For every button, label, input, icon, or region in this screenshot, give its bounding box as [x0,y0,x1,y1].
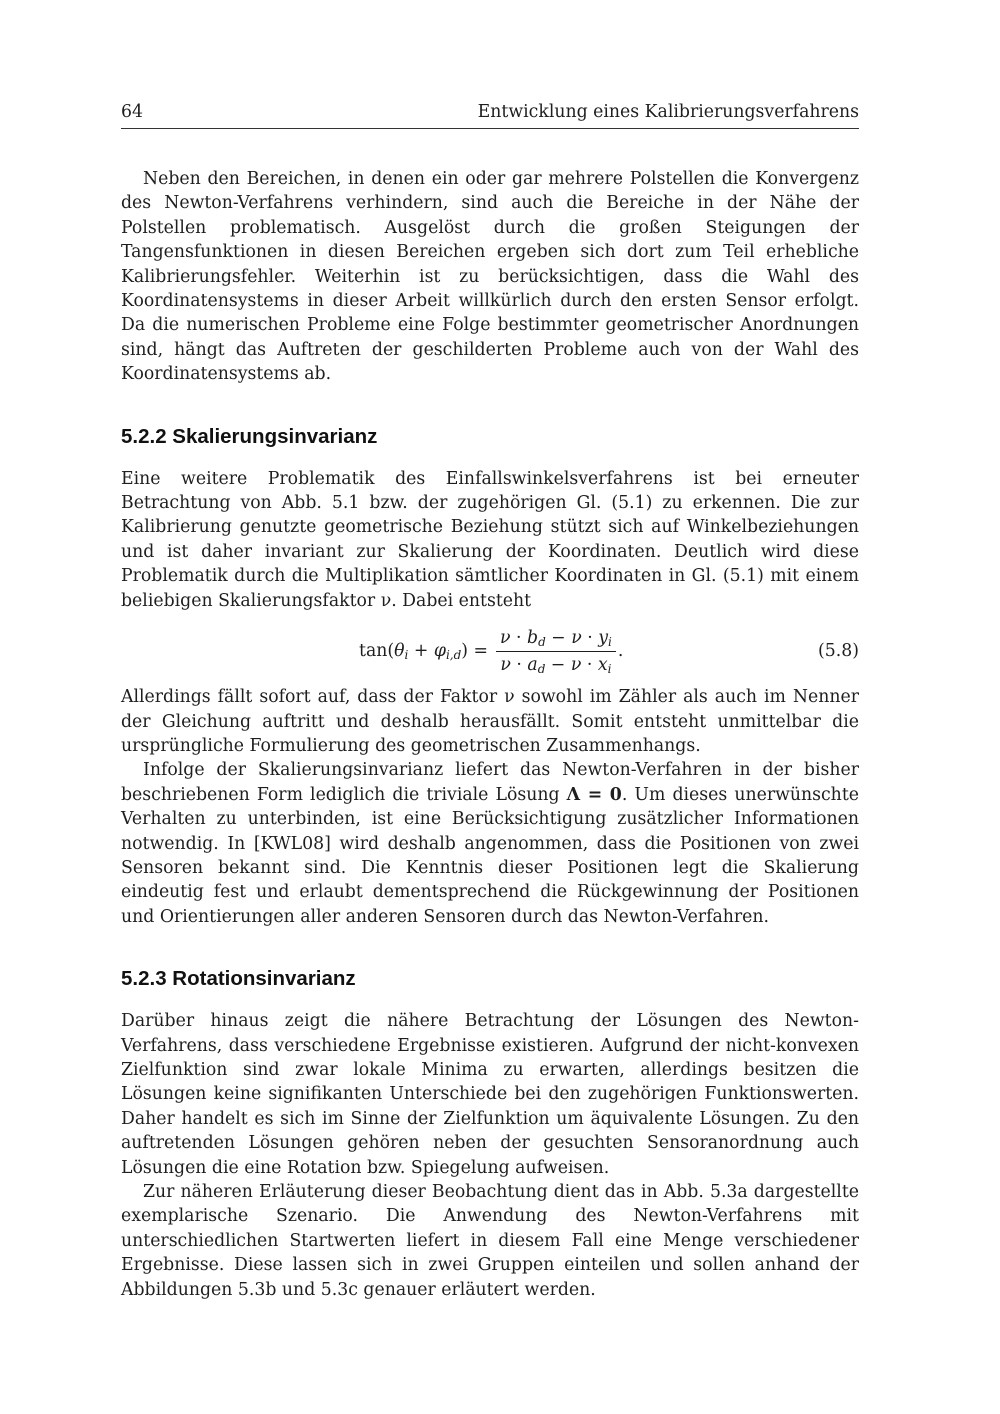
paragraph-rotation-intro: Darüber hinaus zeigt die nähere Betrachtung der Lösungen des Newton-Verfahrens, dass verschiedene Ergebnisse existieren. Aufgrund der nicht-konvexen Zielfunktion sind zwar lokale Minima zu erwarten, allerdings besitzen die Lösungen keine signifikanten Unterschiede bei den zugehörigen Funktionswerten. Daher handelt es sich im Sinne der Zielfunktion um äquivalente Lösungen. Zu den auftretenden Lösungen gehören neben der gesuchten Sensoranordnung auch Lösungen die eine Rotation bzw. Spiegelung aufweisen. [121,1011,859,1178]
equation-numerator: $\nu \cdot b_d - \nu \cdot y_i$ [496,627,616,652]
running-title: Entwicklung eines Kalibrierungsverfahrens [477,102,859,122]
math-trivial-solution: Λ = 0 [566,784,622,805]
equation-trailing: . [617,640,624,661]
equation-body [359,623,623,679]
document-page [121,100,859,1302]
equation-denominator: $\nu \cdot a_d - \nu \cdot x_i$ [500,654,612,676]
equation-5-8 [121,623,859,679]
paragraph-polstellen: Neben den Bereichen, in denen ein oder gar mehrere Polstellen die Konvergenz des Newton-Verfahrens verhindern, sind auch die Bereiche in der Nähe der Polstellen problematisch. Ausgelöst durch die großen Steigungen der Tangensfunktionen in diesen Bereichen ergeben sich dort zum Teil erhebliche Kalibrierungsfehler. Weiterhin ist zu berücksichtigen, dass die Wahl des Koordinatensystems in dieser Arbeit willkürlich durch den ersten Sensor erfolgt. Da die numerischen Probleme eine Folge bestimmter geometrischer Anordnungen sind, hängt das Auftreten der geschilderten Probleme auch von der Wahl des Koordinatensystems ab. [121,169,859,385]
running-header [121,100,859,129]
paragraph-skalierung-intro: Eine weitere Problematik des Einfallswinkelsverfahrens ist bei erneuter Betrachtung von Abb. 5.1 bzw. der zugehörigen Gl. (5.1) zu erkennen. Die zur Kalibrierung genutzte geometrische Beziehung stützt sich auf Winkelbeziehungen und ist daher invariant zur Skalierung der Koordinaten. Deutlich wird diese Problematik durch die Multiplikation sämtlicher Koordinaten in Gl. (5.1) mit einem beliebigen Skalierungsfaktor ν. Dabei entsteht [121,468,859,611]
paragraph-rotation-szenario: Zur näheren Erläuterung dieser Beobachtung dient das in Abb. 5.3a dargestellte exemplarische Szenario. Die Anwendung des Newton-Verfahrens mit unterschiedlichen Startwerten liefert in diesem Fall eine Menge verschiedener Ergebnisse. Diese lassen sich in zwei Gruppen einteilen und sollen anhand der Abbildungen 5.3b und 5.3c genauer erläutert werden. [121,1182,859,1300]
paragraph-faktor: Allerdings fällt sofort auf, dass der Faktor ν sowohl im Zähler als auch im Nenner der Gleichung auftritt und deshalb herausfällt. Somit entsteht unmittelbar die ursprüngliche Formulierung des geometrischen Zusammenhangs. [121,687,859,756]
page-number: 64 [121,102,143,122]
equation-number: (5.8) [818,641,859,662]
text-run: Infolge der Skalierungsinvarianz liefert das Newton-Verfahren in der bisher beschriebenen Form lediglich die triviale Lösung [121,760,859,805]
paragraph-skalierungsinvarianz-folge [121,758,859,929]
equation-lhs: $\tan(\theta_i + \varphi_{i,d})$ = [359,640,489,662]
equation-fraction [496,627,616,676]
section-heading-rotationsinvarianz: 5.2.3 Rotationsinvarianz [121,967,356,991]
section-heading-skalierungsinvarianz: 5.2.2 Skalierungsinvarianz [121,424,378,448]
text-run: . Um dieses unerwünschte Verhalten zu unterbinden, ist eine Berücksichtigung zusätzlicher Informationen notwendig. In [KWL08] wird deshalb angenommen, dass die Positionen von zwei Sensoren bekannt sind. Die Kenntnis dieser Positionen legt die Skalierung eindeutig fest und erlaubt dementsprechend die Rückgewinnung der Positionen und Orientierungen aller anderen Sensoren durch das Newton-Verfahren. [121,784,859,927]
